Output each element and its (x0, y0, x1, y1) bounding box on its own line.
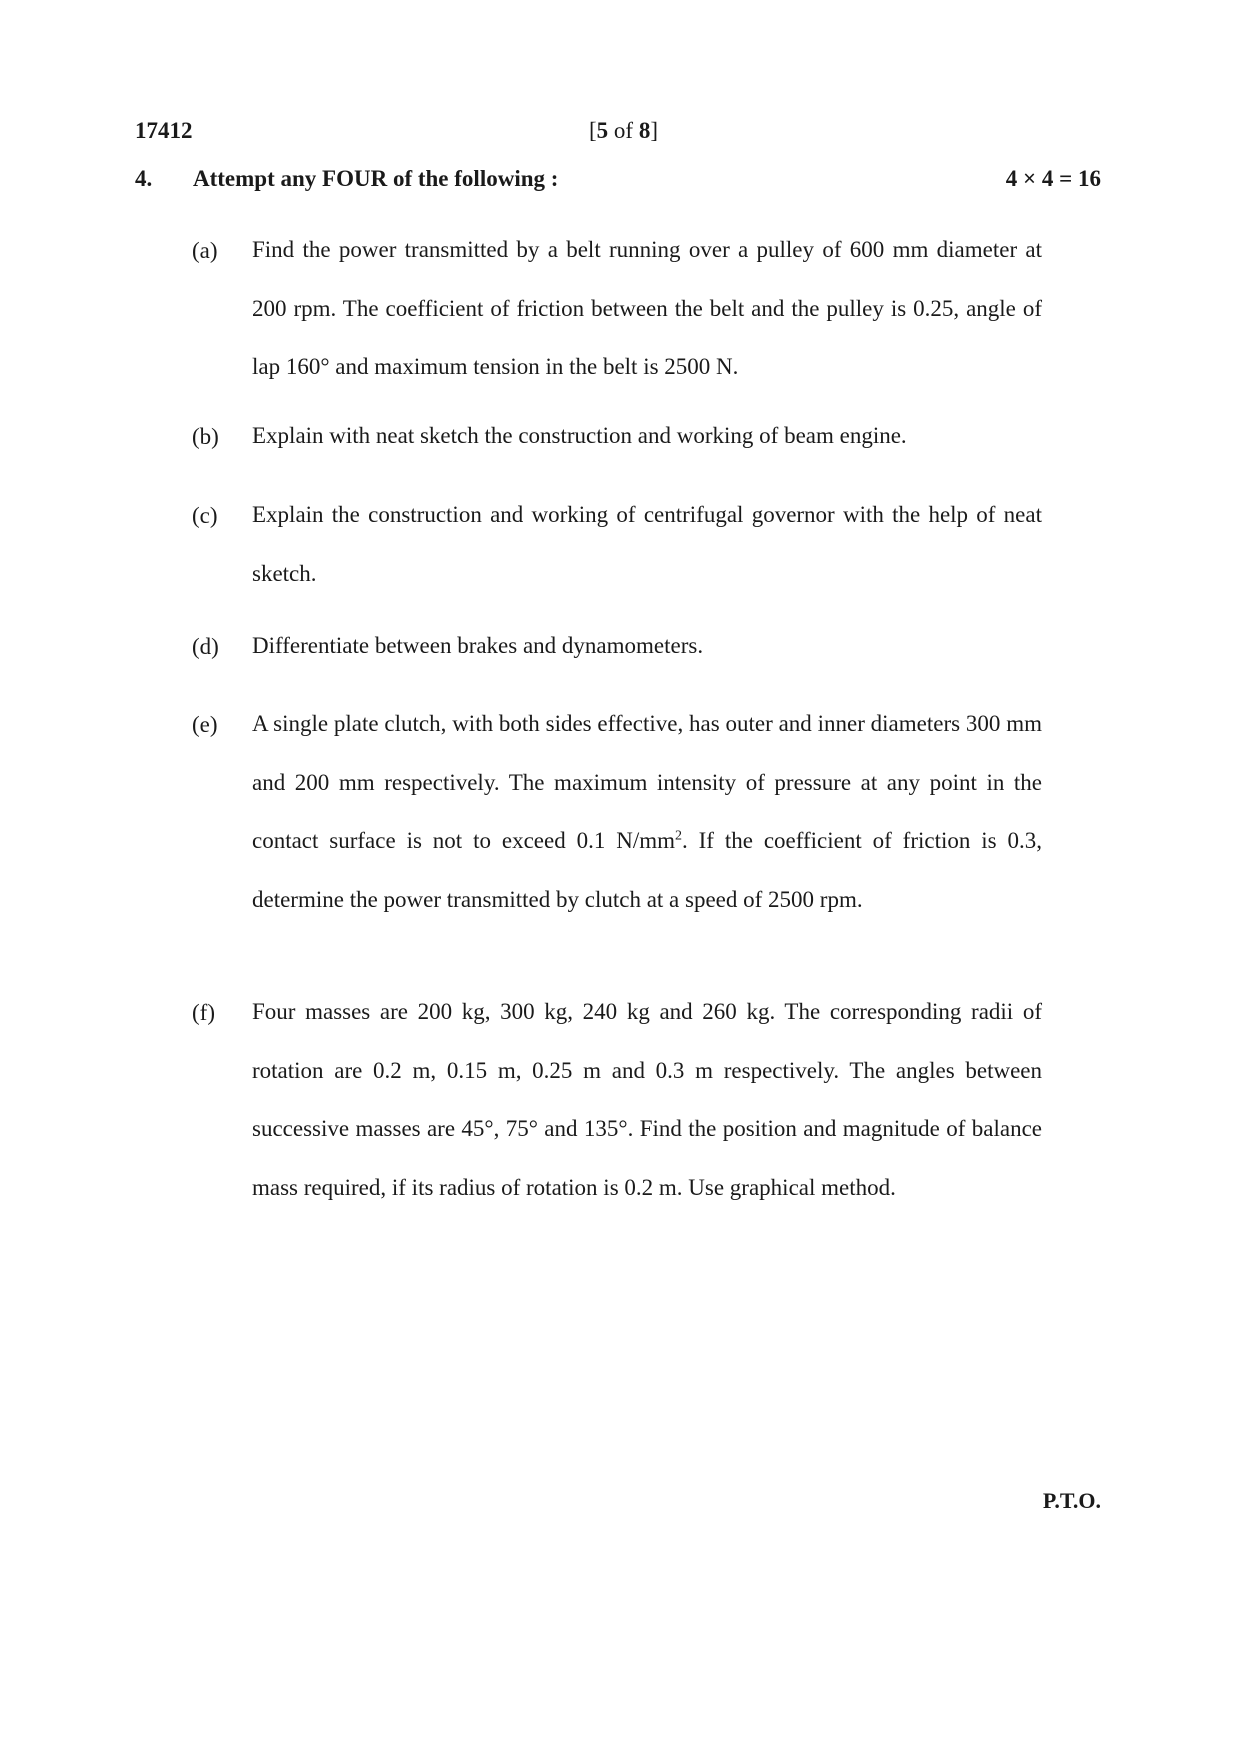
page-number-of: of (608, 118, 639, 143)
item-text: Differentiate between brakes and dynamometers. (252, 633, 704, 658)
item-text: Explain with neat sketch the construction and working of beam engine. (252, 423, 907, 448)
item-label: (c) (192, 503, 218, 528)
item-text-part: . If the coefficient of friction is 0.3, determine the power transmitted by clutch at a speed of 2500 rpm. (252, 828, 1042, 912)
pto-label: P.T.O. (1042, 1488, 1101, 1513)
superscript: 2 (675, 828, 682, 844)
question-marks: 4 × 4 = 16 (1005, 166, 1101, 191)
page-current: 5 (596, 118, 609, 143)
item-text (252, 695, 1042, 929)
item-label: (d) (192, 634, 219, 659)
question-number: 4. (135, 166, 153, 191)
page-total: 8 (638, 118, 651, 143)
item-label: (e) (192, 712, 218, 737)
page-number-suffix: ] (650, 118, 659, 143)
paper-code: 17412 (135, 118, 193, 143)
page-number (589, 118, 658, 144)
item-text: Explain the construction and working of centrifugal governor with the help of neat sketch. (252, 502, 1042, 586)
page-number-prefix: [ (589, 118, 597, 143)
item-label: (f) (192, 1000, 215, 1025)
question-title: Attempt any FOUR of the following : (193, 166, 559, 191)
item-text: Four masses are 200 kg, 300 kg, 240 kg and 260 kg. The corresponding radii of rotation are 0.2 m, 0.15 m, 0.25 m and 0.3 m respectively. The angles between successive masses are 45°, 75° and 135°. Find the position and magnitude of balance mass required, if its radius of rotation is 0.2 m. Use graphical method. (252, 999, 1042, 1200)
item-label: (b) (192, 424, 219, 449)
item-label: (a) (192, 238, 218, 263)
item-text-part: A single plate clutch, with both sides effective, has outer and inner diameters 300 mm and 200 mm respectively. The maximum intensity of pressure at any point in the contact surface is not to exceed 0.1 N/mm (252, 711, 1042, 853)
item-text: Find the power transmitted by a belt running over a pulley of 600 mm diameter at 200 rpm. The coefficient of friction between the belt and the pulley is 0.25, angle of lap 160° and maximum tension in the belt is 2500 N. (252, 237, 1042, 379)
